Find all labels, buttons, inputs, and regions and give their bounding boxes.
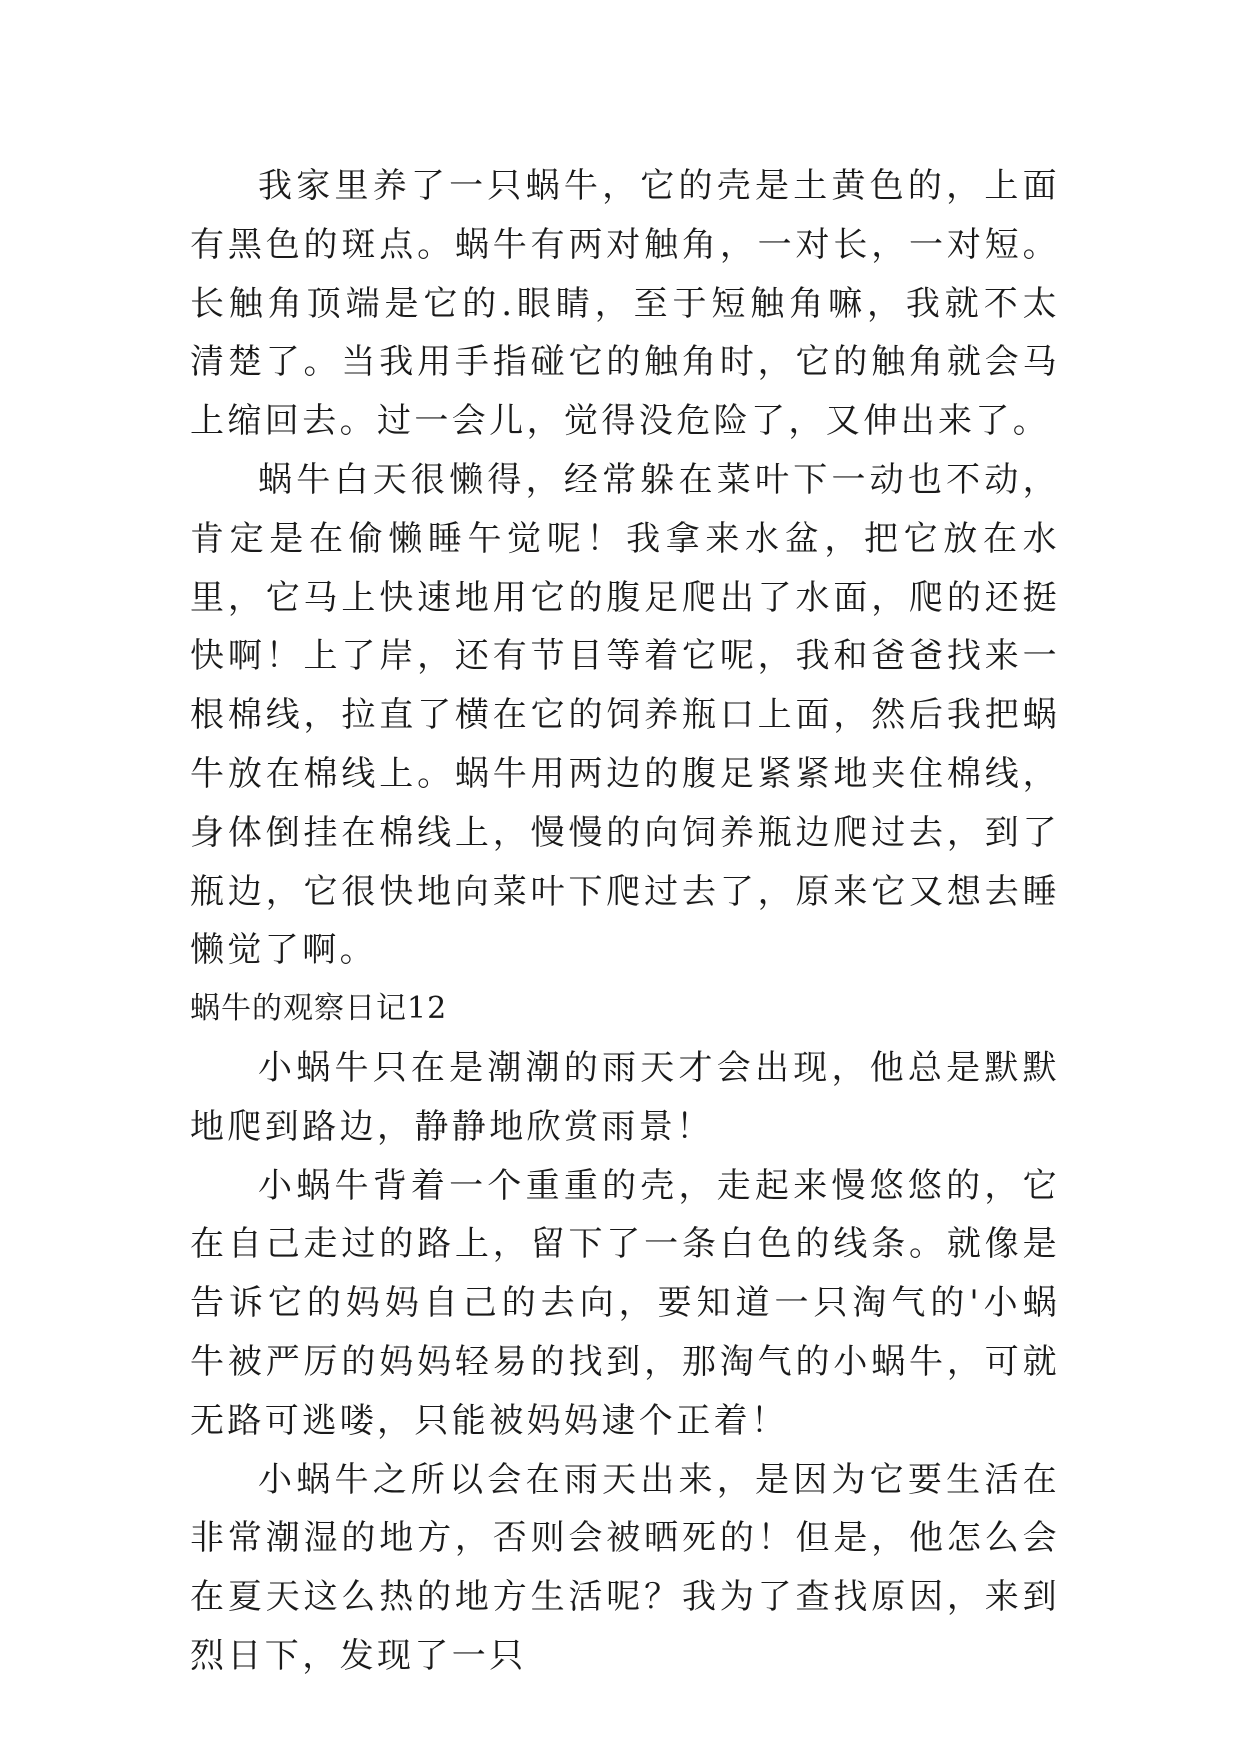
document-body — [190, 157, 1060, 1686]
section-heading: 蜗牛的观察日记12 — [190, 991, 448, 1027]
paragraph: 小蜗牛背着一个重重的壳，走起来慢悠悠的，它在自己走过的路上，留下了一条白色的线条。就像是告诉它的妈妈自己的去向，要知道一只淘气的'小蜗牛被严厉的妈妈轻易的找到，那淘气的小蜗牛，可就无路可逃喽，只能被妈妈逮个正着！ — [190, 1165, 1060, 1441]
paragraph: 小蜗牛只在是潮潮的雨天才会出现，他总是默默地爬到路边，静静地欣赏雨景！ — [190, 1047, 1060, 1147]
paragraph: 我家里养了一只蜗牛，它的壳是土黄色的，上面有黑色的斑点。蜗牛有两对触角，一对长，一对短。长触角顶端是它的.眼睛，至于短触角嘛，我就不太清楚了。当我用手指碰它的触角时，它的触角就会马上缩回去。过一会儿，觉得没危险了，又伸出来了。 — [190, 166, 1060, 442]
paragraph: 蜗牛白天很懒得，经常躲在菜叶下一动也不动，肯定是在偷懒睡午觉呢！我拿来水盆，把它放在水里，它马上快速地用它的腹足爬出了水面，爬的还挺快啊！上了岸，还有节目等着它呢，我和爸爸找来一根棉线，拉直了横在它的饲养瓶口上面，然后我把蜗牛放在棉线上。蜗牛用两边的腹足紧紧地夹住棉线，身体倒挂在棉线上，慢慢的向饲养瓶边爬过去，到了瓶边，它很快地向菜叶下爬过去了，原来它又想去睡懒觉了啊。 — [190, 459, 1060, 971]
paragraph: 小蜗牛之所以会在雨天出来，是因为它要生活在非常潮湿的地方，否则会被晒死的！但是，他怎么会在夏天这么热的地方生活呢？我为了查找原因，来到烈日下，发现了一只 — [190, 1459, 1060, 1676]
